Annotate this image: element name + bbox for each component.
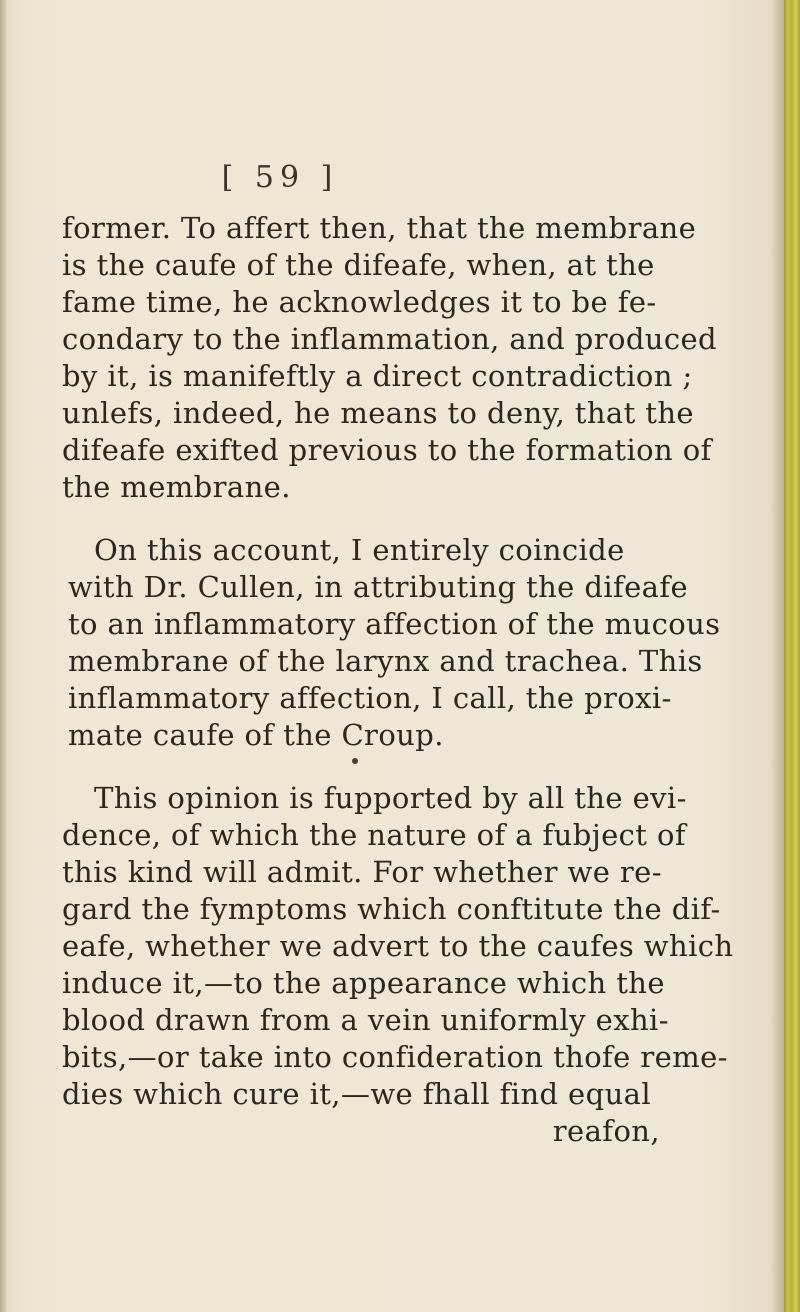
text-line: induce it,—to the appearance which the: [62, 966, 665, 1000]
text-line: inflammatory affection, I call, the proxi-: [68, 681, 672, 715]
text-line: eafe, whether we advert to the caufes which: [62, 929, 734, 963]
text-line: This opinion is fupported by all the evi-: [94, 781, 687, 815]
paragraph-gap: [62, 506, 730, 532]
text-line: On this account, I entirely coincide: [94, 533, 625, 567]
paragraph-2: [62, 532, 730, 754]
binding-edge: [784, 0, 800, 1312]
text-line: is the caufe of the difeafe, when, at the: [62, 248, 655, 282]
text-line: dies which cure it,—we fhall find equal: [62, 1077, 652, 1111]
text-line: by it, is manifeftly a direct contradiction ;: [62, 359, 693, 393]
body-text: [62, 210, 734, 1150]
text-line: difeafe exifted previous to the formation of: [62, 433, 712, 467]
text-line: unlefs, indeed, he means to deny, that the: [62, 396, 694, 430]
text-line: with Dr. Cullen, in attributing the difeafe: [68, 570, 689, 604]
text-line: former. To affert then, that the membrane: [62, 211, 697, 245]
page-left-edge: [0, 0, 6, 1312]
ink-speck: [352, 758, 358, 764]
text-line: this kind will admit. For whether we re-: [62, 855, 662, 889]
text-line: gard the fymptoms which conftitute the dif-: [62, 892, 721, 926]
text-line: fame time, he acknowledges it to be fe-: [62, 285, 657, 319]
text-line: to an inflammatory affection of the mucous: [68, 607, 721, 641]
text-line: mate caufe of the Croup.: [68, 718, 444, 752]
gutter-shadow: [770, 0, 784, 1312]
text-line: the membrane.: [62, 470, 291, 504]
catchword: reafon,: [552, 1114, 660, 1148]
page-number-header: [ 59 ]: [221, 160, 339, 195]
text-line: bits,—or take into confideration thofe reme-: [62, 1040, 728, 1074]
paragraph-3: [62, 780, 734, 1113]
text-line: dence, of which the nature of a fubject of: [62, 818, 686, 852]
text-line: blood drawn from a vein uniformly exhi-: [62, 1003, 669, 1037]
text-line: condary to the inflammation, and produced: [62, 322, 718, 356]
paragraph-1: [62, 210, 730, 506]
text-line: membrane of the larynx and trachea. This: [68, 644, 703, 678]
paragraph-gap: [62, 754, 730, 780]
